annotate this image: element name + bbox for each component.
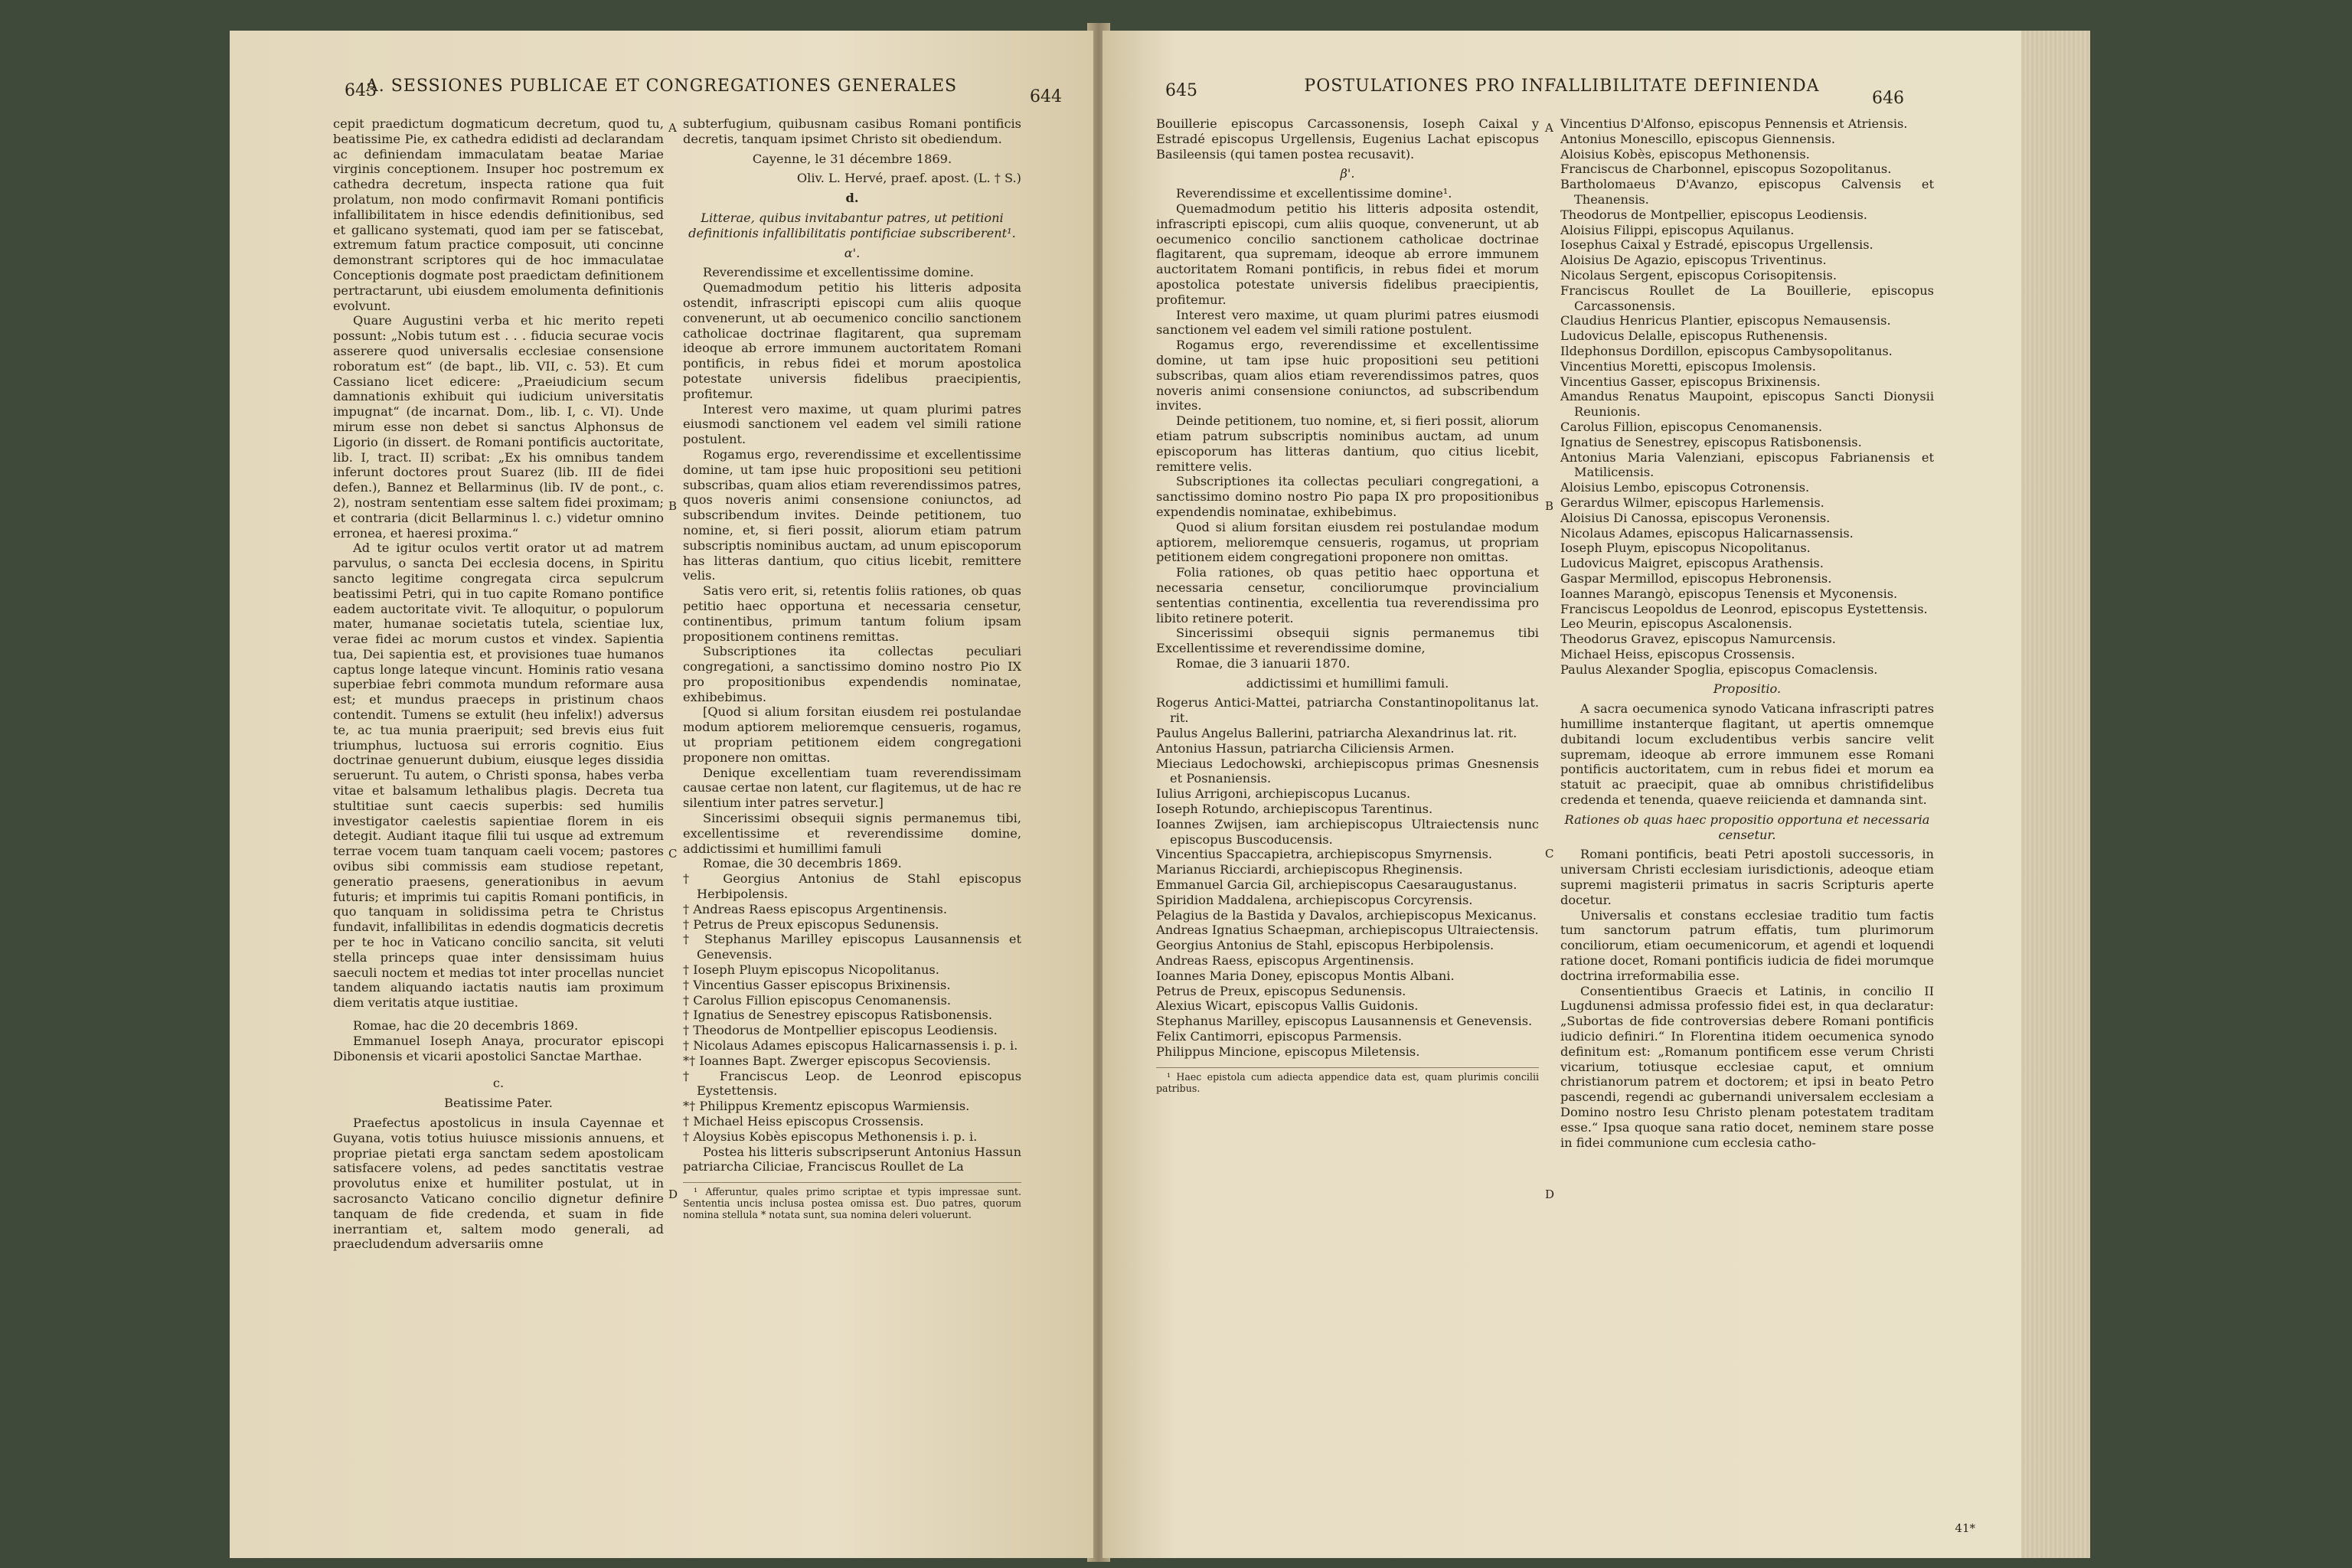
section-mark: d.: [845, 191, 859, 206]
closing: addictissimi et humillimi famuli.: [1246, 675, 1449, 691]
list-item: Iulius Arrigoni, archiepiscopus Lucanus.: [1156, 786, 1411, 802]
paragraph: Sincerissimi obsequii signis permanemus tibi, excellentissime et reverendissime domine, addictissimi et humillimi famuli: [683, 811, 1021, 856]
page-header: [230, 77, 1093, 107]
list-item: Ioannes Marangò, episcopus Tenensis et Myconensis.: [1560, 586, 1898, 601]
paragraph: Sincerissimi obsequii signis permanemus tibi Excellentissime et reverendissime domine,: [1156, 626, 1539, 656]
list-item: Ildephonsus Dordillon, episcopus Cambysopolitanus.: [1560, 343, 1893, 358]
list-item: Ioseph Pluym, episcopus Nicopolitanus.: [1560, 541, 1811, 556]
list-item: Marianus Ricciardi, archiepiscopus Rheginensis.: [1156, 862, 1463, 877]
list-item: † Carolus Fillion episcopus Cenomanensis.: [683, 992, 952, 1008]
list-item: Aloisius Di Canossa, episcopus Veronensis.: [1560, 510, 1831, 525]
paragraph: Interest vero maxime, ut quam plurimi patres eiusmodi sanctionem vel eadem vel simili ratione postulent.: [1156, 307, 1539, 338]
list-item: † Andreas Raess episcopus Argentinensis.: [683, 901, 948, 916]
date-line: Romae, die 3 ianuarii 1870.: [1176, 655, 1351, 671]
paragraph: Rogamus ergo, reverendissime et excellentissime domine, ut tam ipse huic propositioni seu petitioni subscribas, quam alios etiam reverendissimos patres, quos noveris animi consensione coniunctos, ad subscribendum invites.: [1156, 338, 1539, 413]
signature: Oliv. L. Hervé, praef. apost. (L. † S.): [796, 171, 1021, 186]
signer-list: [1560, 116, 1934, 677]
page-edges: [2021, 31, 2090, 1558]
list-item: Andreas Raess, episcopus Argentinensis.: [1156, 953, 1414, 969]
salutation: Beatissime Pater.: [444, 1096, 553, 1111]
list-item: Antonius Maria Valenziani, episcopus Fabrianensis et Matilicensis.: [1560, 449, 1934, 480]
signer-list: [683, 871, 1021, 1144]
paragraph: Folia rationes, ob quas petitio haec opportuna et necessaria censetur, conciliorumque provincialium sententias continentia, excellentia tua reverendissima pro libito retinere poterit.: [1156, 565, 1539, 626]
list-item: Theodorus Gravez, episcopus Namurcensis.: [1560, 632, 1836, 647]
page-header: [1102, 77, 2021, 107]
paragraph: Interest vero maxime, ut quam plurimi patres eiusmodi sanctionem vel eadem vel simili ratione postulent.: [683, 401, 1021, 447]
list-item: Claudius Henricus Plantier, episcopus Nemausensis.: [1560, 313, 1891, 328]
left-page: [230, 31, 1093, 1558]
list-item: Ludovicus Maigret, episcopus Arathensis.: [1560, 556, 1824, 571]
column-right: [683, 116, 1021, 1220]
list-item: † Petrus de Preux episcopus Sedunensis.: [683, 916, 939, 932]
list-item: Aloisius Kobès, episcopus Methonensis.: [1560, 146, 1810, 162]
list-item: Antonius Hassun, patriarcha Ciliciensis Armen.: [1156, 740, 1455, 756]
list-item: Ludovicus Delalle, episcopus Ruthenensis.: [1560, 328, 1828, 344]
list-item: † Franciscus Leop. de Leonrod episcopus Eystettensis.: [683, 1068, 1021, 1099]
list-item: Stephanus Marilley, episcopus Lausannensis et Genevensis.: [1156, 1014, 1533, 1029]
column-right: [1560, 116, 1934, 1150]
list-item: Spiridion Maddalena, archiepiscopus Corcyrensis.: [1156, 892, 1473, 907]
paragraph: Quod si alium forsitan eiusdem rei postulandae modum aptiorem, melioremque censueris, rogamus, ut propriam petitionem eidem congregationi proponere non omittas.: [1156, 519, 1539, 565]
list-item: Rogerus Antici-Mattei, patriarcha Constantinopolitanus lat. rit.: [1156, 695, 1539, 726]
date-line: Romae, die 30 decembris 1869.: [703, 856, 902, 871]
list-item: Vincentius D'Alfonso, episcopus Pennensis et Atriensis.: [1560, 116, 1908, 131]
paragraph: Consentientibus Graecis et Latinis, in concilio II Lugdunensi admissa professio fidei est, in qua declaratur: „Subortas de fide controversias debere Romani pontificis iudicio definiri.“ In Florentina itidem oecumenica synodo definitum est: „Romanum pontificem esse verum Christi vicarium, totiusque ecclesiae caput, et omnium christianorum patrem et doctorem; et ipsi in beato Petro pascendi, regendi ac gubernandi universalem ecclesiam a Domino nostro Iesu Christo plenam potestatem traditam esse.“ Ipsa quoque sana ratio docet, neminem stare posse in fidei communione cum ecclesia catho-: [1560, 983, 1934, 1150]
list-item: Felix Cantimorri, episcopus Parmensis.: [1156, 1029, 1403, 1044]
list-item: *† Philippus Krementz episcopus Warmiensis.: [683, 1099, 970, 1114]
list-item: Ioannes Zwijsen, iam archiepiscopus Ultraiectensis nunc episcopus Buscoducensis.: [1156, 816, 1539, 847]
date-line: Romae, hac die 20 decembris 1869.: [353, 1018, 579, 1034]
margin-letter: C: [668, 847, 678, 861]
paragraph: Universalis et constans ecclesiae traditio tum factis tum sanctorum patrum effatis, tum plurimorum conciliorum, etiam oecumenicorum, et agendi et loquendi ratione docet, Romani pontificis iudicia de fidei morumque doctrina irreformabilia esse.: [1560, 907, 1934, 983]
paragraph: Satis vero erit, si, retentis foliis rationes, ob quas petitio haec opportuna et necessaria censetur, continentibus, primum tantum folium ipsam propositionem continens remittas.: [683, 583, 1021, 644]
margin-letter: A: [668, 121, 677, 135]
list-item: Alexius Wicart, episcopus Vallis Guidonis.: [1156, 998, 1419, 1014]
column-left: [333, 116, 664, 1252]
paragraph: A sacra oecumenica synodo Vaticana infrascripti patres humillime instanterque flagitant, ut apertis omnemque dubitandi locum excludentibus verbis sancire velit supremam, ideoque ab errore immunem esse Romani pontificis auctoritatem, cum in rebus fidei et morum ea statuit ac praecipit, quae ab omnibus christifidelibus credenda et tenenda, quaeve reiicienda et damnanda sint.: [1560, 701, 1934, 808]
list-item: Michael Heiss, episcopus Crossensis.: [1560, 646, 1795, 662]
paragraph: Praefectus apostolicus in insula Cayennae et Guyana, votis totius huiusce missionis annuens, et propriae pietati erga sanctam sedem apostolicam satisfacere volens, ad pedes sanctitatis vestrae provolutus enixe et humiliter postulat, ut in sacrosancto Vaticano concilio dignetur definire tanquam de fide credenda, et suam in fide inerrantiam et, saltem modo generali, ad praecludendum adversariis omne: [333, 1116, 664, 1252]
list-item: Iosephus Caixal y Estradé, episcopus Urgellensis.: [1560, 237, 1873, 253]
running-head: A. SESSIONES PUBLICAE ET CONGREGATIONES GENERALES: [365, 77, 958, 96]
paragraph: Subscriptiones ita collectas peculiari congregationi, a sanctissimo domino nostro Pio papa IX pro propositionibus expendendis nominatae, exhibebimus.: [1156, 474, 1539, 519]
signature: Emmanuel Ioseph Anaya, procurator episcopi Dibonensis et vicarii apostolici Sanctae Marthae.: [333, 1033, 664, 1063]
signer-list: [1156, 695, 1539, 1059]
list-item: † Ignatius de Senestrey episcopus Ratisbonensis.: [683, 1008, 992, 1023]
paragraph: Quare Augustini verba et hic merito repeti possunt: „Nobis tutum est . . . fiducia securae vocis asserere quod universalis ecclesiae consensione roboratum est“ (de bapt., lib. VII, c. 53). Et cum Cassiano licet edicere: „Praeiudicium secum damnationis exhibuit qui iudicium universitatis impugnat“ (de incarnat. Dom., lib. I, c. VI). Unde mirum esse non debet si sanctus Alphonsus de Ligorio (in dissert. de Romani pontificis auctoritate, lib. I, tract. II) scribat: „Ex his omnibus tandem inferunt doctores prout Suarez (lib. III de fidei defen.), Bannez et Bellarminus (lib. IV de pont., c. 2), nostram sententiam esse saltem fidei proximam; et contraria (dicit Bellarminus l. c.) videtur omnino erronea, et haeresi proxima.“: [333, 313, 664, 541]
list-item: Theodorus de Montpellier, episcopus Leodiensis.: [1560, 207, 1867, 222]
margin-letter: D: [668, 1187, 678, 1201]
list-item: † Theodorus de Montpellier episcopus Leodiensis.: [683, 1023, 998, 1038]
paragraph: [Quod si alium forsitan eiusdem rei postulandae modum aptiorem melioremque censueris, rogamus, ut propriam petitionem eidem congregationi proponere non omittas.: [683, 704, 1021, 765]
page-number: 646: [1872, 89, 1904, 108]
list-item: Aloisius Filippi, episcopus Aquilanus.: [1560, 222, 1795, 237]
column-left: [1156, 116, 1539, 1094]
list-item: Franciscus Leopoldus de Leonrod, episcopus Eystettensis.: [1560, 601, 1928, 616]
margin-letter: B: [1545, 499, 1554, 513]
paragraph: Denique excellentiam tuam reverendissimam causae certae non latent, cur flagitemus, ut de hac re silentium inter patres servetur.]: [683, 765, 1021, 811]
list-item: Ioannes Maria Doney, episcopus Montis Albani.: [1156, 968, 1455, 983]
list-item: Vincentius Moretti, episcopus Imolensis.: [1560, 358, 1816, 374]
list-item: Ignatius de Senestrey, episcopus Ratisbonensis.: [1560, 434, 1862, 449]
list-item: Philippus Mincione, episcopus Miletensis.: [1156, 1044, 1420, 1059]
paragraph: Romani pontificis, beati Petri apostoli successoris, in universam Christi ecclesiam iurisdictionis, adeoque etiam supremi magisterii primatus in sacris Scripturis aperte docetur.: [1560, 847, 1934, 907]
list-item: Aloisius De Agazio, episcopus Triventinus.: [1560, 253, 1827, 268]
section-title: Litterae, quibus invitabantur patres, ut petitioni definitionis infallibilitatis pontificiae subscriberent¹.: [688, 210, 1016, 240]
page-number: 645: [1165, 81, 1197, 100]
list-item: Franciscus Roullet de La Bouillerie, episcopus Carcassonensis.: [1560, 283, 1934, 313]
list-item: Leo Meurin, episcopus Ascalonensis.: [1560, 616, 1792, 632]
signature-mark: 41*: [1955, 1521, 1975, 1535]
list-item: Vincentius Gasser, episcopus Brixinensis.: [1560, 374, 1821, 389]
list-item: Nicolaus Adames, episcopus Halicarnassensis.: [1560, 525, 1854, 541]
list-item: Bartholomaeus D'Avanzo, episcopus Calvensis et Theanensis.: [1560, 177, 1934, 207]
margin-letter: C: [1545, 847, 1554, 861]
running-head: POSTULATIONES PRO INFALLIBILITATE DEFINIENDA: [1304, 77, 1820, 96]
margin-letter: D: [1545, 1187, 1555, 1201]
paragraph: Quemadmodum petitio his litteris adposita ostendit, infrascripti episcopi cum aliis quoque convenerunt, ut ab oecumenico concilio sanctionem catholicae doctrinae flagitarent, qua supremam ideoque ab errore immunem auctoritatem Romani pontificis, in rebus fidei et morum apostolica potestate universis fidelibus praecipientis, profitemur.: [683, 280, 1021, 401]
list-item: † Stephanus Marilley episcopus Lausannensis et Genevensis.: [683, 932, 1021, 962]
list-item: Aloisius Lembo, episcopus Cotronensis.: [1560, 480, 1810, 495]
paragraph: subterfugium, quibusnam casibus Romani pontificis decretis, tanquam ipsimet Christo sit obediendum.: [683, 116, 1021, 146]
list-item: Petrus de Preux, episcopus Sedunensis.: [1156, 983, 1406, 998]
list-item: Pelagius de la Bastida y Davalos, archiepiscopus Mexicanus.: [1156, 907, 1537, 923]
date-line: Cayenne, le 31 décembre 1869.: [752, 151, 952, 166]
paragraph: Quemadmodum petitio his litteris adposita ostendit, infrascripti episcopi, cum aliis quoque, convenerunt, ut ab oecumenico concilio sanctionem catholicae doctrinae flagitarent, qua supremam, ideoque ab errore immunem auctoritatem Romani pontificis, in rebus fidei et morum apostolica potestate universis fidelibus praecipientis, profitemur.: [1156, 201, 1539, 307]
list-item: Franciscus de Charbonnel, episcopus Sozopolitanus.: [1560, 162, 1892, 177]
margin-letter: A: [1545, 121, 1553, 135]
list-item: † Ioseph Pluym episcopus Nicopolitanus.: [683, 962, 939, 978]
right-page: [1102, 31, 2021, 1558]
list-item: Andreas Ignatius Schaepman, archiepiscopus Ultraiectensis.: [1156, 923, 1539, 938]
section-title: Rationes ob quas haec propositio opportuna et necessaria censetur.: [1564, 812, 1930, 842]
list-item: Emmanuel Garcia Gil, archiepiscopus Caesaraugustanus.: [1156, 877, 1517, 893]
list-item: † Vincentius Gasser episcopus Brixinensis.: [683, 977, 951, 992]
paragraph: Postea his litteris subscripserunt Antonius Hassun patriarcha Ciliciae, Franciscus Roullet de La: [683, 1144, 1021, 1174]
list-item: Paulus Alexander Spoglia, episcopus Comaclensis.: [1560, 662, 1878, 677]
list-item: Georgius Antonius de Stahl, episcopus Herbipolensis.: [1156, 938, 1494, 953]
subsection-mark: α'.: [844, 245, 861, 260]
page-number: 644: [1030, 87, 1062, 106]
paragraph: Rogamus ergo, reverendissime et excellentissime domine, ut tam ipse huic propositioni seu petitioni subscribas, quam alios etiam reverendissimos patres, quos noveris animi consensione coniunctos, ad subscribendum invites. Deinde petitionem, tuo nomine, et, si fieri possit, aliorum etiam patrum subscriptis nominibus auctam, ad unum episcoporum has litteras dantium, quo citius licebit, remittere velis.: [683, 446, 1021, 583]
list-item: † Aloysius Kobès episcopus Methonensis i. p. i.: [683, 1129, 978, 1144]
margin-letter: B: [668, 499, 678, 513]
list-item: Nicolaus Sergent, episcopus Corisopitensis.: [1560, 267, 1837, 283]
list-item: Gaspar Mermillod, episcopus Hebronensis.: [1560, 570, 1832, 586]
list-item: Carolus Fillion, episcopus Cenomanensis.: [1560, 419, 1822, 434]
list-item: Ioseph Rotundo, archiepiscopus Tarentinus.: [1156, 802, 1433, 817]
subsection-mark: β'.: [1340, 166, 1355, 181]
salutation: Reverendissime et excellentissime domine¹.: [1176, 186, 1452, 201]
paragraph: cepit praedictum dogmaticum decretum, quod tu, beatissime Pie, ex cathedra edidisti ad declarandam ac definiendam immaculatam beatae Mariae virginis conceptionem. Insuper hoc postremum ex cathedra decretum, inspecta ratione qua fuit prolatum, non modo confirmavit Romani pontificis infallibilitatem in hisce edendis definitionibus, sed et gallicano systemati, quod iam per se fatiscebat, extremum fatum practice composuit, uti concinne demonstrant scriptores qui de hoc immaculatae Conceptionis dogmate post praedictam definitionem pertractarunt, ubi eiusdem emolumenta definitionis evolvunt.: [333, 116, 664, 313]
paragraph: Ad te igitur oculos vertit orator ut ad matrem parvulus, o sancta Dei ecclesia docens, in Spiritu sancto legitime congregata circa sepulcrum beatissimi Petri, qui in tuo capite Romano pontifice eadem auctoritate vivit. Te alloquitur, o populorum mater, humanae societatis tutela, scientiae lux, verae fidei ac morum custos et vindex. Sapientia tua, Dei sapientia est, et provisiones tuae humanos captus longe lateque vincunt. Hominis ratio vesana superbiae febri commota mundum reformare ausa est; et mundus praeceps in pristinum chaos contendit. Tumens se extulit (heu infelix!) adversus te, ac tua munia praeripuit; sed brevis eius fuit triumphus, luctuosa sui erroris cognitio. Eius doctrinae genuerunt dubium, eiusque leges dissidia seruerunt. Tu autem, o Christi sponsa, habes verba vitae et balsamum lethalibus plagis. Decreta tua stultitiae sunt caecis superbis: sed humilis investigator caelestis sapientiae florem in eis detegit. Audiant itaque filii tui usque ad extremum terrae vocem tuam tanquam caeli vocem; pastores ovibus sibi commissis eam studiose repetant, generatio praesens, generationibus in aevum futuris; et imprimis tui capitis Romani pontificis, in quo tanquam in solidissima petra te Christus fundavit, infallibilitas in edendis dogmaticis decretis per te hoc in Vaticano concilio sancita, sit veluti stella princeps quae inter densissimam huius saeculi noctem et medias tot inter procellas nunciet tandem aliquando iactatis nautis iam proximum diem veritatis atque iustitiae.: [333, 541, 664, 1011]
footnote: ¹ Afferuntur, quales primo scriptae et typis impressae sunt. Sententia uncis inclusa postea omissa est. Duo patres, quorum nomina stellula * notata sunt, sua nomina deleri voluerunt.: [683, 1182, 1021, 1220]
paragraph: Bouillerie episcopus Carcassonensis, Ioseph Caixal y Estradé episcopus Urgellensis, Eugenius Lachat episcopus Basileensis (qui tamen postea recusavit).: [1156, 116, 1539, 162]
list-item: Paulus Angelus Ballerini, patriarcha Alexandrinus lat. rit.: [1156, 726, 1517, 741]
list-item: † Michael Heiss episcopus Crossensis.: [683, 1114, 924, 1129]
paragraph: Subscriptiones ita collectas peculiari congregationi, a sanctissimo domino nostro Pio IX pro propositionibus expendendis nominatae, exhibebimus.: [683, 644, 1021, 704]
list-item: Mieciaus Ledochowski, archiepiscopus primas Gnesnensis et Posnaniensis.: [1156, 756, 1539, 786]
list-item: Gerardus Wilmer, episcopus Harlemensis.: [1560, 495, 1824, 510]
paragraph: Deinde petitionem, tuo nomine, et, si fieri possit, aliorum etiam patrum subscriptis nominibus auctam, ad unum episcoporum has litteras dantium, quo citius licebit, remittere velis.: [1156, 413, 1539, 474]
salutation: Reverendissime et excellentissime domine.: [703, 265, 974, 280]
section-title: Propositio.: [1713, 681, 1782, 697]
list-item: *† Ioannes Bapt. Zwerger episcopus Secoviensis.: [683, 1053, 991, 1068]
page-number: 643: [345, 81, 377, 100]
section-mark: c.: [492, 1076, 505, 1091]
list-item: Antonius Monescillo, episcopus Giennensis.: [1560, 131, 1836, 146]
list-item: † Nicolaus Adames episcopus Halicarnassensis i. p. i.: [683, 1038, 1018, 1054]
list-item: Amandus Renatus Maupoint, episcopus Sancti Dionysii Reunionis.: [1560, 389, 1934, 420]
list-item: † Georgius Antonius de Stahl episcopus Herbipolensis.: [683, 871, 1021, 902]
footnote: ¹ Haec epistola cum adiecta appendice data est, quam plurimis concilii patribus.: [1156, 1067, 1539, 1094]
list-item: Vincentius Spaccapietra, archiepiscopus Smyrnensis.: [1156, 847, 1493, 862]
